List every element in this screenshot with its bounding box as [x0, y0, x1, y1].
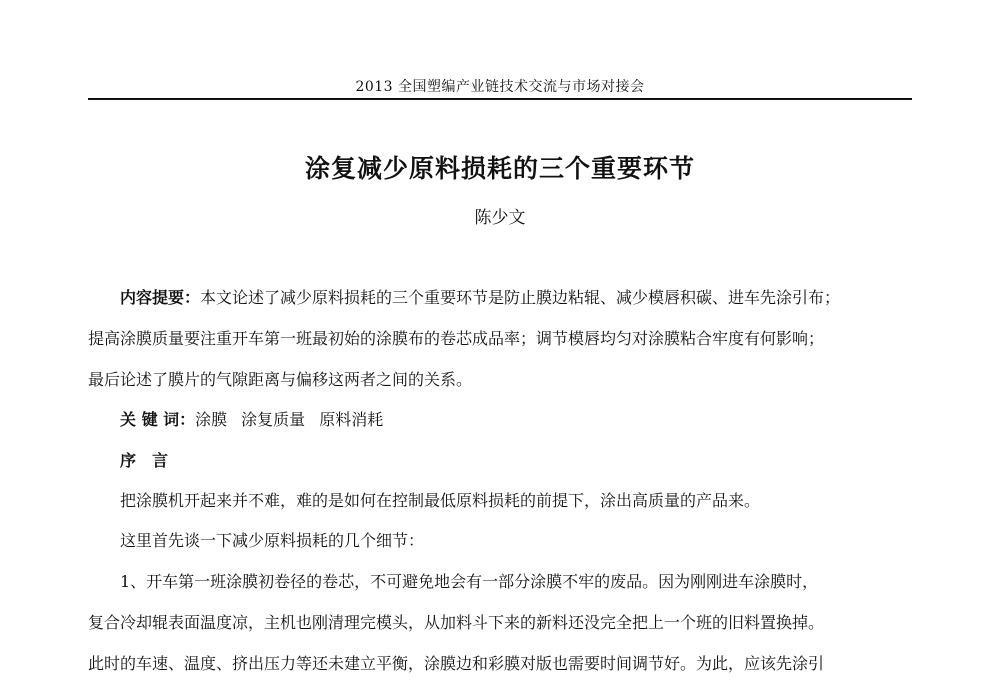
preface-heading: 序 言 [120, 451, 169, 470]
section1-line-3: 此时的车速、温度、挤出压力等还未建立平衡，涂膜边和彩膜对版也需要时间调节好。为此，应该先涂引 [88, 654, 825, 673]
abstract-text-1: 本文论述了减少原料损耗的三个重要环节是防止膜边粘辊、减少模唇积碳、进车先涂引布； [200, 288, 841, 307]
header-rule [88, 98, 912, 100]
article-author: 陈少文 [474, 208, 526, 228]
abstract-line-2: 提高涂膜质量要注重开车第一班最初始的涂膜布的卷芯成品率；调节模唇均匀对涂膜粘合牢度有何影响； [88, 329, 825, 348]
preface-paragraph-2: 这里首先谈一下减少原料损耗的几个细节： [120, 531, 425, 550]
abstract-label: 内容提要： [120, 288, 201, 307]
section1-line-2: 复合冷却辊表面温度凉，主机也刚清理完模头，从加料斗下来的新料还没完全把上一个班的旧料置换掉。 [88, 613, 825, 632]
keyword-item: 涂复质量 [241, 410, 306, 429]
keywords-label: 关 键 词： [120, 410, 196, 429]
abstract-line-1 [120, 288, 912, 308]
preface-paragraph-1: 把涂膜机开起来并不难，难的是如何在控制最低原料损耗的前提下，涂出高质量的产品来。 [120, 491, 761, 510]
abstract-line-3: 最后论述了膜片的气隙距离与偏移这两者之间的关系。 [88, 370, 473, 389]
keywords-line [120, 410, 912, 430]
keyword-item: 涂膜 [195, 410, 228, 429]
running-header: 2013 全国塑编产业链技术交流与市场对接会 [355, 79, 645, 95]
keyword-item: 原料消耗 [319, 410, 384, 429]
article-title: 涂复减少原料损耗的三个重要环节 [304, 154, 695, 183]
section1-line-1: 1、开车第一班涂膜初卷径的卷芯，不可避免地会有一部分涂膜不牢的废品。因为刚刚进车涂膜时， [120, 572, 819, 591]
